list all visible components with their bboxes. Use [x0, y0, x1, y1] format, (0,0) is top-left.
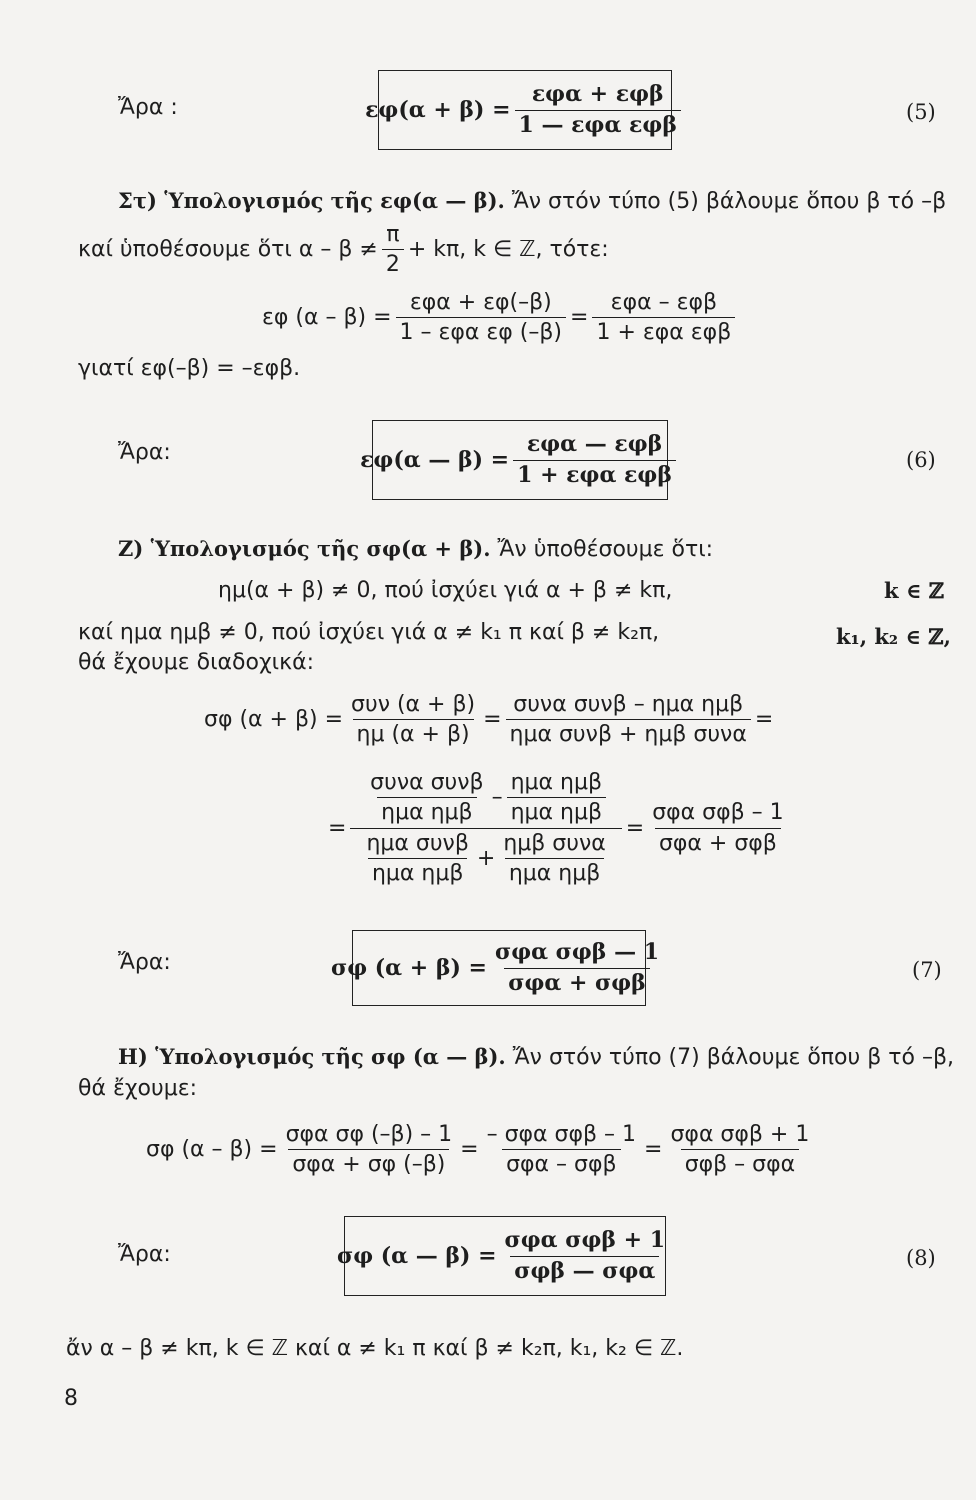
formula-5-lhs: εφ(α + β) = [365, 97, 511, 123]
sub-frac-3-den: ημα ημβ [368, 858, 467, 886]
cot-diff-frac1-den: σφα + σφ (–β) [288, 1149, 449, 1177]
cot-diff-equals-1: = [460, 1137, 479, 1163]
tan-diff-frac1-den: 1 – εφα εφ (–β) [396, 317, 567, 345]
cot-diff-frac3 [666, 1122, 813, 1178]
cot-diff-equals-2: = [644, 1137, 663, 1163]
sub-frac-1-den: ημα ημβ [377, 797, 476, 825]
cot-sum-frac1-den: ημ (α + β) [353, 719, 474, 747]
formula-8-denominator: σφβ — σφα [510, 1256, 659, 1284]
formula-8-lhs: σφ (α — β) = [336, 1243, 497, 1269]
sub-frac-4-den: ημα ημβ [505, 858, 604, 886]
sub-frac-3-num: ημα συνβ [366, 830, 469, 856]
sub-frac-2-den: ημα ημβ [507, 797, 606, 825]
condition-2: καί ημα ημβ ≠ 0, πού ἰσχύει γιά α ≠ k₁ π καί β ≠ k₂π, [78, 620, 660, 645]
section-st-text1: Ἄν στόν τύπο (5) βάλουμε ὅπου β τό –β [511, 189, 947, 214]
formula-8-label: (8) [906, 1246, 936, 1270]
pi-over-two [382, 222, 404, 278]
compound-denominator [350, 828, 621, 889]
section-st-text2a: καί ὑποθέσουμε ὅτι α – β ≠ [78, 237, 378, 263]
formula-6-numerator: εφα — εφβ [526, 431, 663, 458]
tan-diff-frac2-num: εφα – εφβ [610, 290, 718, 315]
formula-8-fraction [501, 1228, 670, 1284]
section-z-line1 [118, 536, 713, 562]
cot-sum-compound-fraction [350, 768, 621, 888]
tan-diff-derivation [262, 290, 739, 346]
section-z-text2: θά ἔχουμε διαδοχικά: [78, 650, 314, 675]
formula-6-denominator: 1 + εφα εφβ [513, 460, 676, 488]
cot-diff-frac1 [282, 1122, 457, 1178]
cot-sum-equals-4: = [625, 815, 645, 841]
cot-sum-frac1-num: συν (α + β) [351, 692, 476, 717]
cot-diff-frac2-den: σφα – σφβ [502, 1149, 620, 1177]
section-st-line1 [118, 188, 946, 214]
formula-8 [337, 1228, 673, 1284]
condition-1: ημ(α + β) ≠ 0, πού ἰσχύει γιά α + β ≠ kπ, [218, 578, 673, 603]
formula-5-fraction [515, 82, 681, 138]
formula-5-numerator: εφα + εφβ [531, 81, 664, 108]
section-h-line1 [118, 1044, 954, 1070]
sub-frac-4 [499, 831, 609, 887]
cot-diff-frac2 [483, 1122, 640, 1178]
formula-6-fraction [513, 432, 676, 488]
cot-diff-frac2-num: – σφα σφβ – 1 [486, 1122, 637, 1147]
cot-sum-frac2-num: συνα συνβ – ημα ημβ [513, 692, 744, 717]
ara-label-7: Ἄρα: [118, 950, 171, 975]
formula-5-label: (5) [906, 100, 936, 124]
sub-frac-1 [366, 770, 487, 826]
formula-7-box [330, 930, 660, 1006]
cot-sum-equals-3: = [328, 815, 347, 841]
condition-1-set: k ∈ ℤ [884, 578, 945, 603]
cot-diff-frac1-num: σφα σφ (–β) – 1 [285, 1122, 453, 1147]
sub-frac-2 [507, 770, 606, 826]
compound-numerator [354, 768, 618, 828]
sub-frac-1-num: συνα συνβ [370, 770, 484, 795]
page-number: 8 [64, 1386, 78, 1411]
cot-diff-derivation [146, 1122, 817, 1178]
tan-diff-equals: = [570, 305, 589, 331]
formula-7-fraction [491, 940, 663, 996]
sub-minus: – [491, 785, 503, 811]
section-h-text2: θά ἔχουμε: [78, 1076, 198, 1101]
cot-sum-derivation-1 [204, 692, 773, 748]
tan-diff-frac1 [396, 290, 567, 346]
two-denominator: 2 [382, 249, 404, 277]
section-st-line2 [78, 222, 609, 278]
formula-8-box [336, 1216, 666, 1296]
cot-sum-frac2 [506, 692, 751, 748]
section-st-heading: Στ) Ὑπολογισμός τῆς εφ(α — β). [118, 188, 505, 213]
section-z-text1: Ἄν ὑποθέσουμε ὅτι: [497, 537, 714, 562]
condition-2-set: k₁, k₂ ∈ ℤ, [836, 624, 951, 649]
formula-7-numerator: σφα σφβ — 1 [494, 939, 660, 966]
ara-label-8: Ἄρα: [118, 1242, 171, 1267]
final-condition: ἄν α – β ≠ kπ, k ∈ ℤ καί α ≠ k₁ π καί β ≠ k₂π, k₁, k₂ ∈ ℤ. [66, 1336, 684, 1361]
cot-sum-result-fraction [648, 800, 787, 856]
cot-diff-frac3-den: σφβ – σφα [681, 1149, 799, 1177]
formula-6-label: (6) [906, 448, 936, 472]
cot-sum-derivation-2 [328, 768, 792, 888]
cot-sum-equals-1: = [483, 707, 502, 733]
ara-label-6: Ἄρα: [118, 440, 171, 465]
cot-diff-lhs: σφ (α – β) = [146, 1137, 278, 1163]
formula-5 [365, 82, 685, 138]
formula-6-box [360, 420, 672, 500]
formula-6 [360, 432, 680, 488]
section-st-text2b: + kπ, k ∈ ℤ, τότε: [407, 237, 609, 263]
sub-frac-2-num: ημα ημβ [510, 770, 603, 795]
formula-5-box [365, 70, 677, 150]
formula-8-numerator: σφα σφβ + 1 [504, 1227, 666, 1254]
tan-diff-frac2 [592, 290, 735, 346]
formula-7-lhs: σφ (α + β) = [330, 955, 487, 981]
cot-diff-frac3-num: σφα σφβ + 1 [670, 1122, 810, 1147]
tan-diff-frac1-num: εφα + εφ(–β) [409, 290, 552, 315]
sub-frac-4-num: ημβ συνα [503, 830, 606, 856]
tan-diff-lhs: εφ (α – β) = [262, 305, 392, 331]
section-h-heading: Η) Ὑπολογισμός τῆς σφ (α — β). [118, 1044, 506, 1069]
cot-sum-lhs: σφ (α + β) = [204, 707, 344, 733]
cot-sum-equals-2: = [754, 707, 774, 733]
cot-sum-frac1 [347, 692, 479, 748]
sub-frac-3 [362, 831, 472, 887]
cot-sum-frac2-den: ημα συνβ + ημβ συνα [506, 719, 751, 747]
sub-plus: + [476, 845, 496, 871]
formula-7-label: (7) [912, 958, 942, 982]
formula-7-denominator: σφα + σφβ [504, 968, 650, 996]
pi-numerator: π [386, 222, 400, 247]
cot-sum-result-num: σφα σφβ – 1 [652, 800, 784, 826]
formula-6-lhs: εφ(α — β) = [360, 447, 510, 473]
section-h-text1: Ἄν στόν τύπο (7) βάλουμε ὅπου β τό –β, [512, 1045, 954, 1070]
section-z-heading: Ζ) Ὑπολογισμός τῆς σφ(α + β). [118, 536, 491, 561]
formula-7 [331, 940, 667, 996]
tan-diff-frac2-den: 1 + εφα εφβ [592, 317, 735, 345]
because-line: γιατί εφ(–β) = –εφβ. [78, 356, 301, 381]
ara-label: Ἄρα : [118, 95, 178, 120]
cot-sum-result-den: σφα + σφβ [655, 828, 781, 856]
formula-5-denominator: 1 — εφα εφβ [515, 110, 681, 138]
